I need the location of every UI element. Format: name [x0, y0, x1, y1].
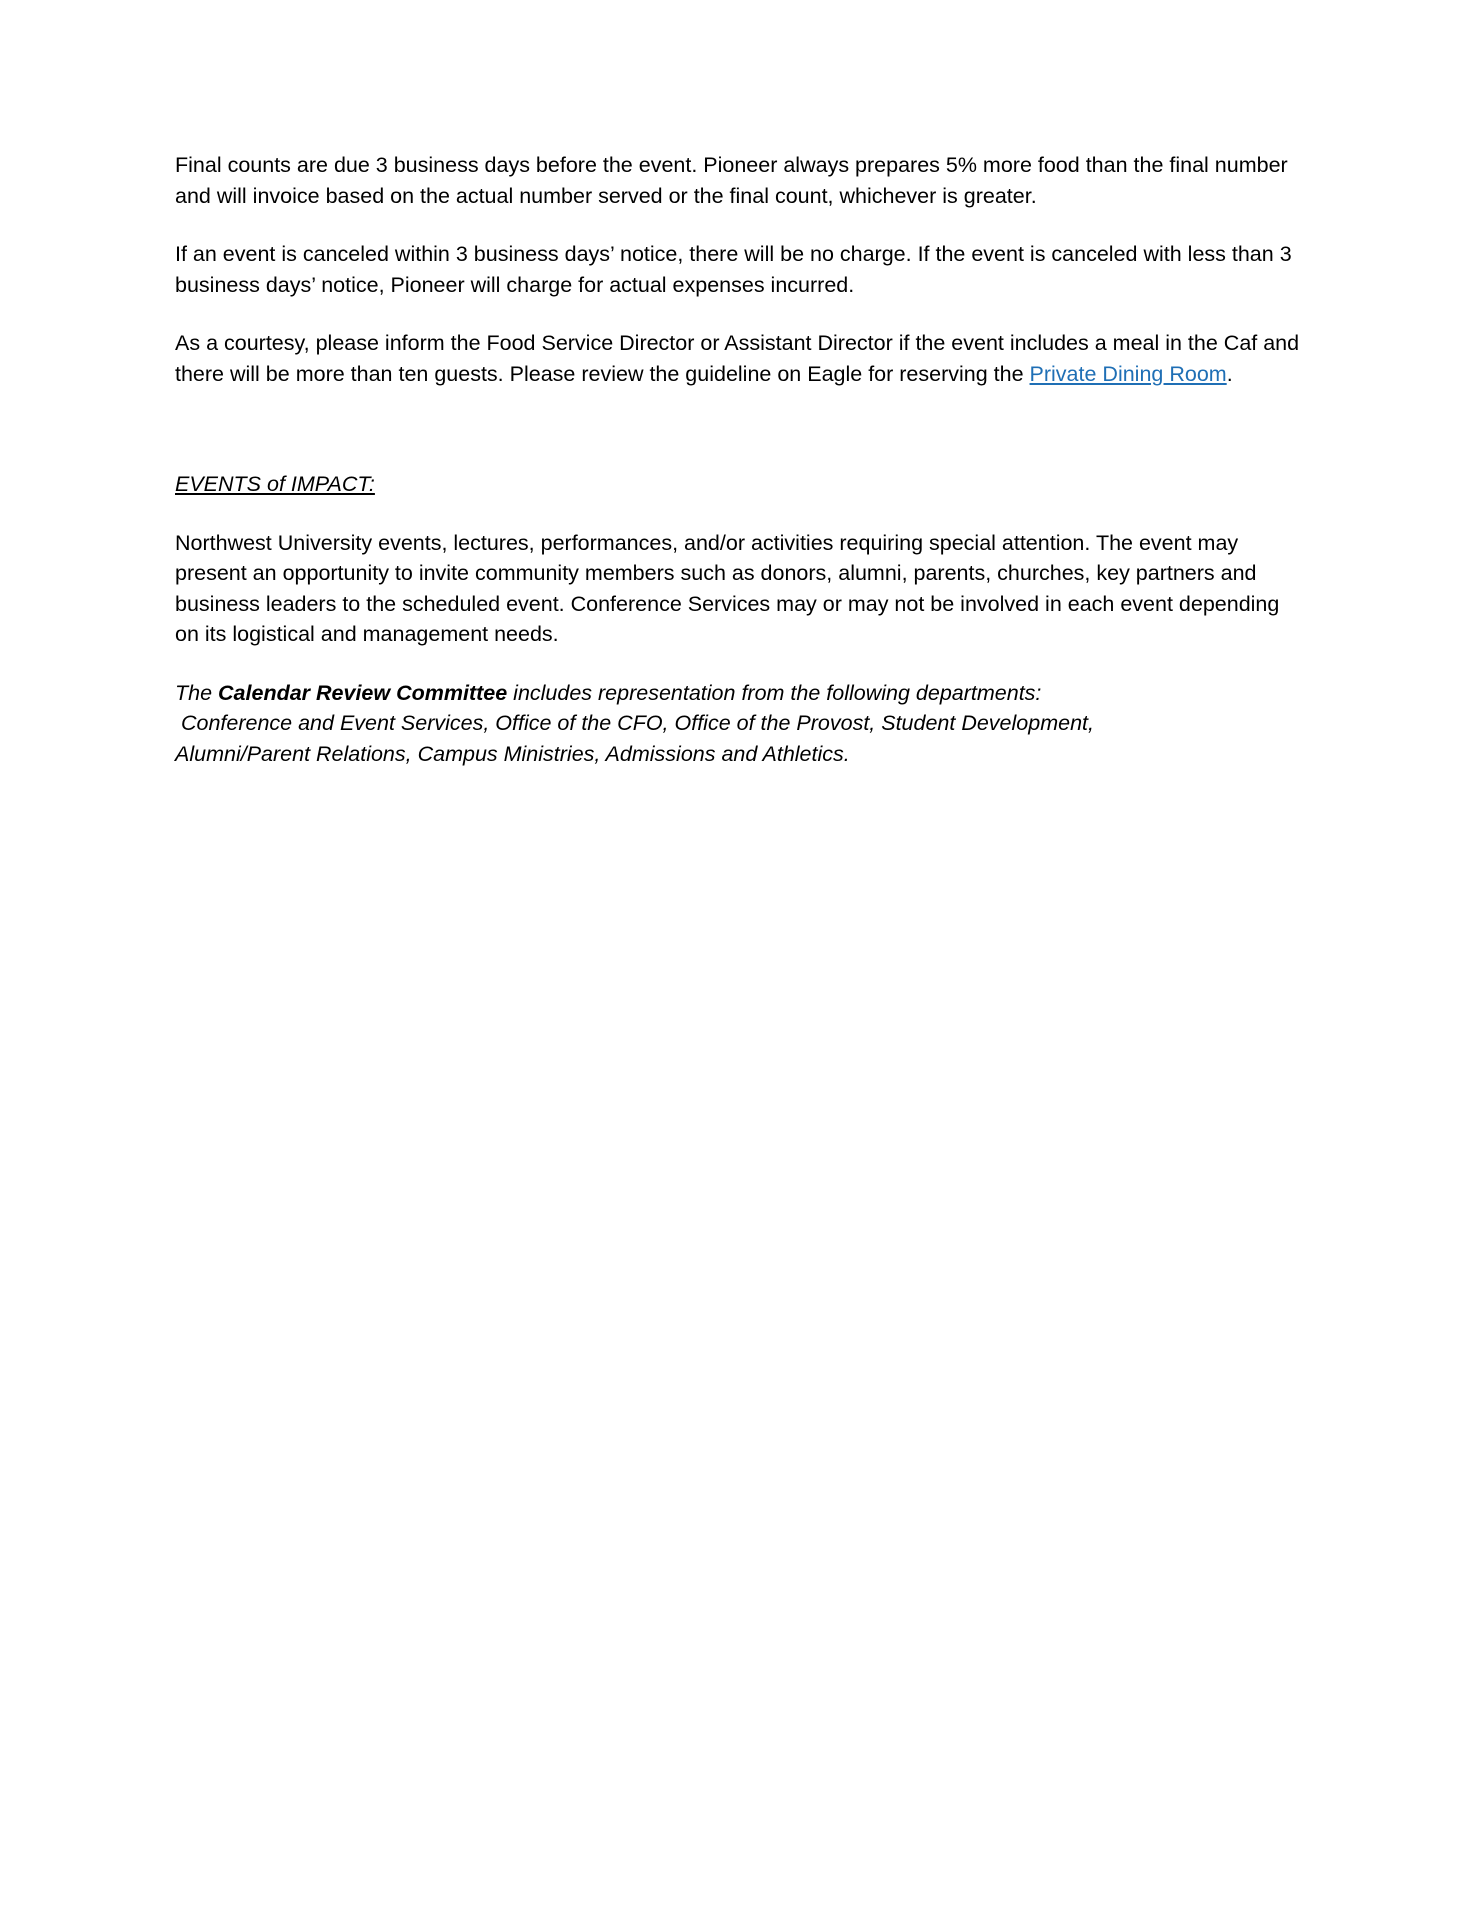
private-dining-room-link[interactable]: Private Dining Room	[1029, 361, 1227, 386]
section-spacer	[175, 417, 1305, 469]
paragraph-committee	[175, 678, 1305, 770]
committee-line-2: Conference and Event Services, Office of the CFO, Office of the Provost, Student Development,	[175, 711, 1094, 736]
paragraph-events-of-impact: Northwest University events, lectures, performances, and/or activities requiring special attention. The event may present an opportunity to invite community members such as donors, alumni, parents, churches, key partners and business leaders to the scheduled event. Conference Services may or may not be involved in each event depending on its logistical and management needs.	[175, 530, 1280, 647]
committee-line-3: Alumni/Parent Relations, Campus Ministries, Admissions and Athletics.	[175, 741, 850, 766]
section-heading-events-of-impact: EVENTS of IMPACT:	[175, 472, 375, 497]
document-body	[175, 150, 1305, 769]
committee-prefix: The	[175, 680, 219, 705]
committee-name: Calendar Review Committee	[218, 680, 508, 705]
courtesy-lead-text: As a courtesy, please inform the Food Service Director or Assistant Director if the event includes a meal in the Caf and there will be more than ten guests. Please review the guideline on Eagle for reserving the	[175, 331, 1300, 386]
paragraph-final-counts: Final counts are due 3 business days before the event. Pioneer always prepares 5% more food than the final number and will invoice based on the actual number served or the final count, whichever is greater.	[175, 153, 1288, 208]
courtesy-trailing-text: .	[1226, 361, 1233, 386]
committee-suffix: includes representation from the following departments:	[507, 680, 1042, 705]
paragraph-courtesy	[175, 328, 1305, 389]
paragraph-cancellation: If an event is canceled within 3 business days’ notice, there will be no charge. If the event is canceled with less than 3 business days’ notice, Pioneer will charge for actual expenses incurred.	[175, 242, 1292, 297]
